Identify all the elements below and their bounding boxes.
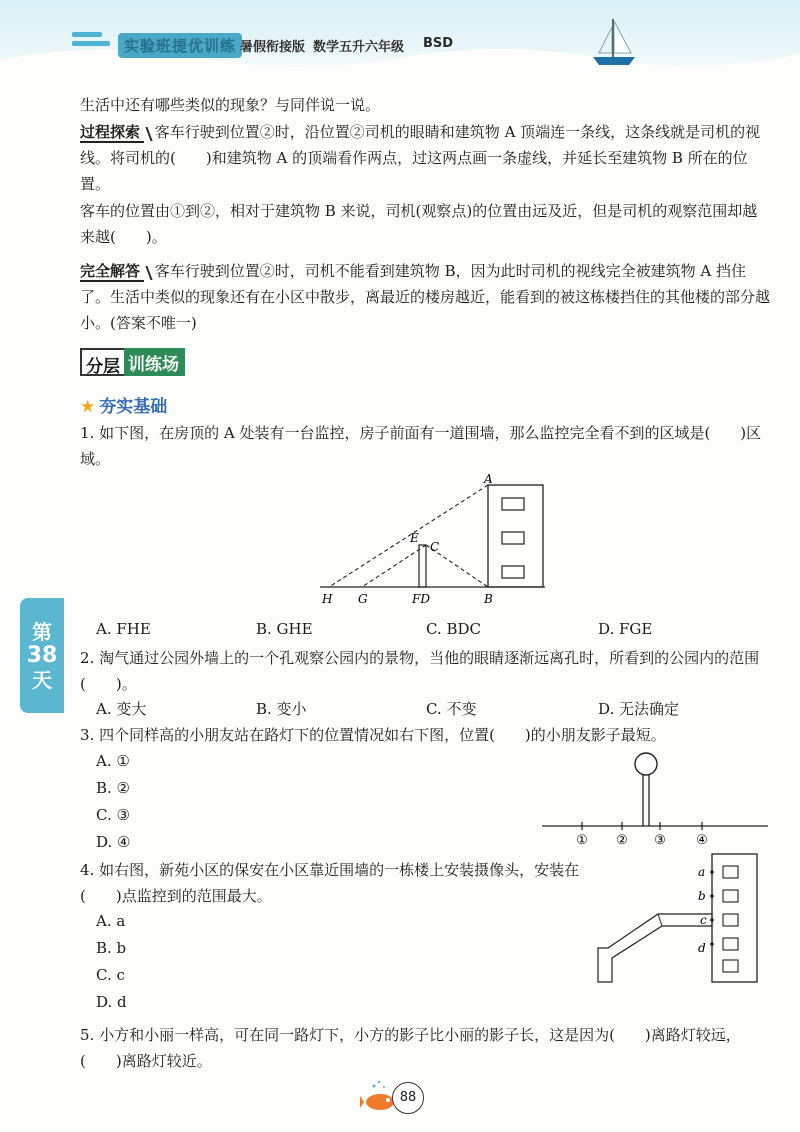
question-1-text: 1. 如下图，在房顶的 A 处装有一台监控，房子前面有一道围墙，那么监控完全看不到的区域是( )区域。 bbox=[80, 424, 762, 468]
process-text-2: 客车的位置由①到②，相对于建筑物 B 来说，司机(观察点)的位置由远及近，但是司机的观察范围却越来越( )。 bbox=[80, 202, 758, 246]
header-code: BSD bbox=[423, 36, 454, 51]
day-side-tab bbox=[20, 598, 64, 713]
q4-option-a[interactable]: A. a bbox=[96, 912, 126, 930]
pos-1-label: ① bbox=[576, 833, 588, 848]
sub-section-title bbox=[80, 392, 167, 417]
q3-option-a[interactable]: A. ① bbox=[96, 752, 130, 770]
pos-3-label: ③ bbox=[654, 833, 666, 848]
q3-diagram bbox=[540, 748, 770, 848]
lamp-icon bbox=[635, 753, 657, 775]
header-edition: 暑假衔接版 bbox=[240, 40, 306, 55]
q4-option-c[interactable]: C. c bbox=[96, 966, 125, 984]
q2-option-b[interactable]: B. 变小 bbox=[256, 700, 307, 718]
q3-option-b[interactable]: B. ② bbox=[96, 779, 131, 797]
section-banner-right: 训练场 bbox=[124, 348, 185, 376]
label-e: E bbox=[410, 531, 419, 545]
process-tag: 过程探索 bbox=[80, 123, 144, 143]
point-a-label: a bbox=[698, 865, 706, 879]
day-tab-number: 38 bbox=[26, 642, 58, 668]
page-number: 88 bbox=[392, 1082, 424, 1114]
point-d-label: d bbox=[698, 941, 706, 955]
day-tab-prefix: 第 bbox=[32, 619, 52, 644]
point-b-label: b bbox=[698, 889, 706, 903]
question-4-text: 4. 如右图，新苑小区的保安在小区靠近围墙的一栋楼上安装摄像头，安装在( )点监控到的范围最大。 bbox=[80, 861, 580, 905]
q4-option-b[interactable]: B. b bbox=[96, 939, 127, 957]
header-grade: 数学五升六年级 bbox=[313, 40, 405, 55]
intro-question-line: 生活中还有哪些类似的现象？与同伴说一说。 bbox=[80, 96, 381, 114]
day-tab-suffix: 天 bbox=[32, 667, 52, 692]
label-a: A bbox=[484, 472, 493, 486]
label-fd: FD bbox=[412, 592, 430, 606]
q1-option-c[interactable]: C. BDC bbox=[426, 620, 482, 638]
q2-option-c[interactable]: C. 不变 bbox=[426, 700, 477, 718]
point-c-label: c bbox=[700, 913, 707, 927]
process-text-1: 客车行驶到位置②时，沿位置②司机的眼睛和建筑物 A 顶端连一条线，这条线就是司机的视线。将司机的( )和建筑物 A 的顶端看作两点，过这两点画一条虚线，并延长至建筑物 B 所在的位置。 bbox=[80, 123, 761, 193]
q1-option-b[interactable]: B. GHE bbox=[256, 620, 313, 638]
section-banner-left: 分层 bbox=[80, 348, 124, 376]
label-b: B bbox=[484, 592, 493, 606]
header-series-title: 实验班提优训练 bbox=[118, 33, 242, 58]
question-3-text: 3. 四个同样高的小朋友站在路灯下的位置情况如右下图，位置( )的小朋友影子最短。 bbox=[80, 726, 666, 744]
question-2-text: 2. 淘气通过公园外墙上的一个孔观察公园内的景物，当他的眼睛逐渐远离孔时，所看到的公园内的范围( )。 bbox=[80, 649, 760, 693]
sailboat-icon bbox=[585, 15, 645, 70]
q4-option-d[interactable]: D. d bbox=[96, 993, 127, 1011]
process-paragraph bbox=[80, 119, 770, 197]
q3-option-c[interactable]: C. ③ bbox=[96, 806, 130, 824]
pos-4-label: ④ bbox=[696, 833, 708, 848]
answer-tag: 完全解答 bbox=[80, 262, 144, 282]
q1-option-a[interactable]: A. FHE bbox=[96, 620, 151, 638]
section-banner bbox=[80, 348, 185, 376]
q2-option-d[interactable]: D. 无法确定 bbox=[598, 700, 680, 718]
answer-text: 客车行驶到位置②时，司机不能看到建筑物 B，因为此时司机的视线完全被建筑物 A 挡住了。生活中类似的现象还有在小区中散步，离最近的楼房越近，能看到的被这栋楼挡住的其他楼的部分越小。(答案不唯一) bbox=[80, 262, 771, 332]
q1-option-d[interactable]: D. FGE bbox=[598, 620, 653, 638]
label-h: H bbox=[322, 592, 333, 606]
q2-option-a[interactable]: A. 变大 bbox=[96, 700, 147, 718]
q4-diagram bbox=[590, 848, 765, 988]
label-c: C bbox=[430, 540, 440, 554]
q1-diagram bbox=[300, 470, 560, 610]
q3-option-d[interactable]: D. ④ bbox=[96, 833, 131, 851]
label-g: G bbox=[358, 592, 368, 606]
star-icon: ★ bbox=[80, 397, 96, 417]
answer-paragraph bbox=[80, 258, 770, 336]
sub-section-label: 夯实基础 bbox=[99, 397, 168, 417]
pos-2-label: ② bbox=[616, 833, 628, 848]
question-5-text: 5. 小方和小丽一样高，可在同一路灯下，小方的影子比小丽的影子长，这是因为( )离路灯较远，( )离路灯较近。 bbox=[80, 1026, 741, 1070]
series-logo-icon bbox=[70, 28, 114, 52]
